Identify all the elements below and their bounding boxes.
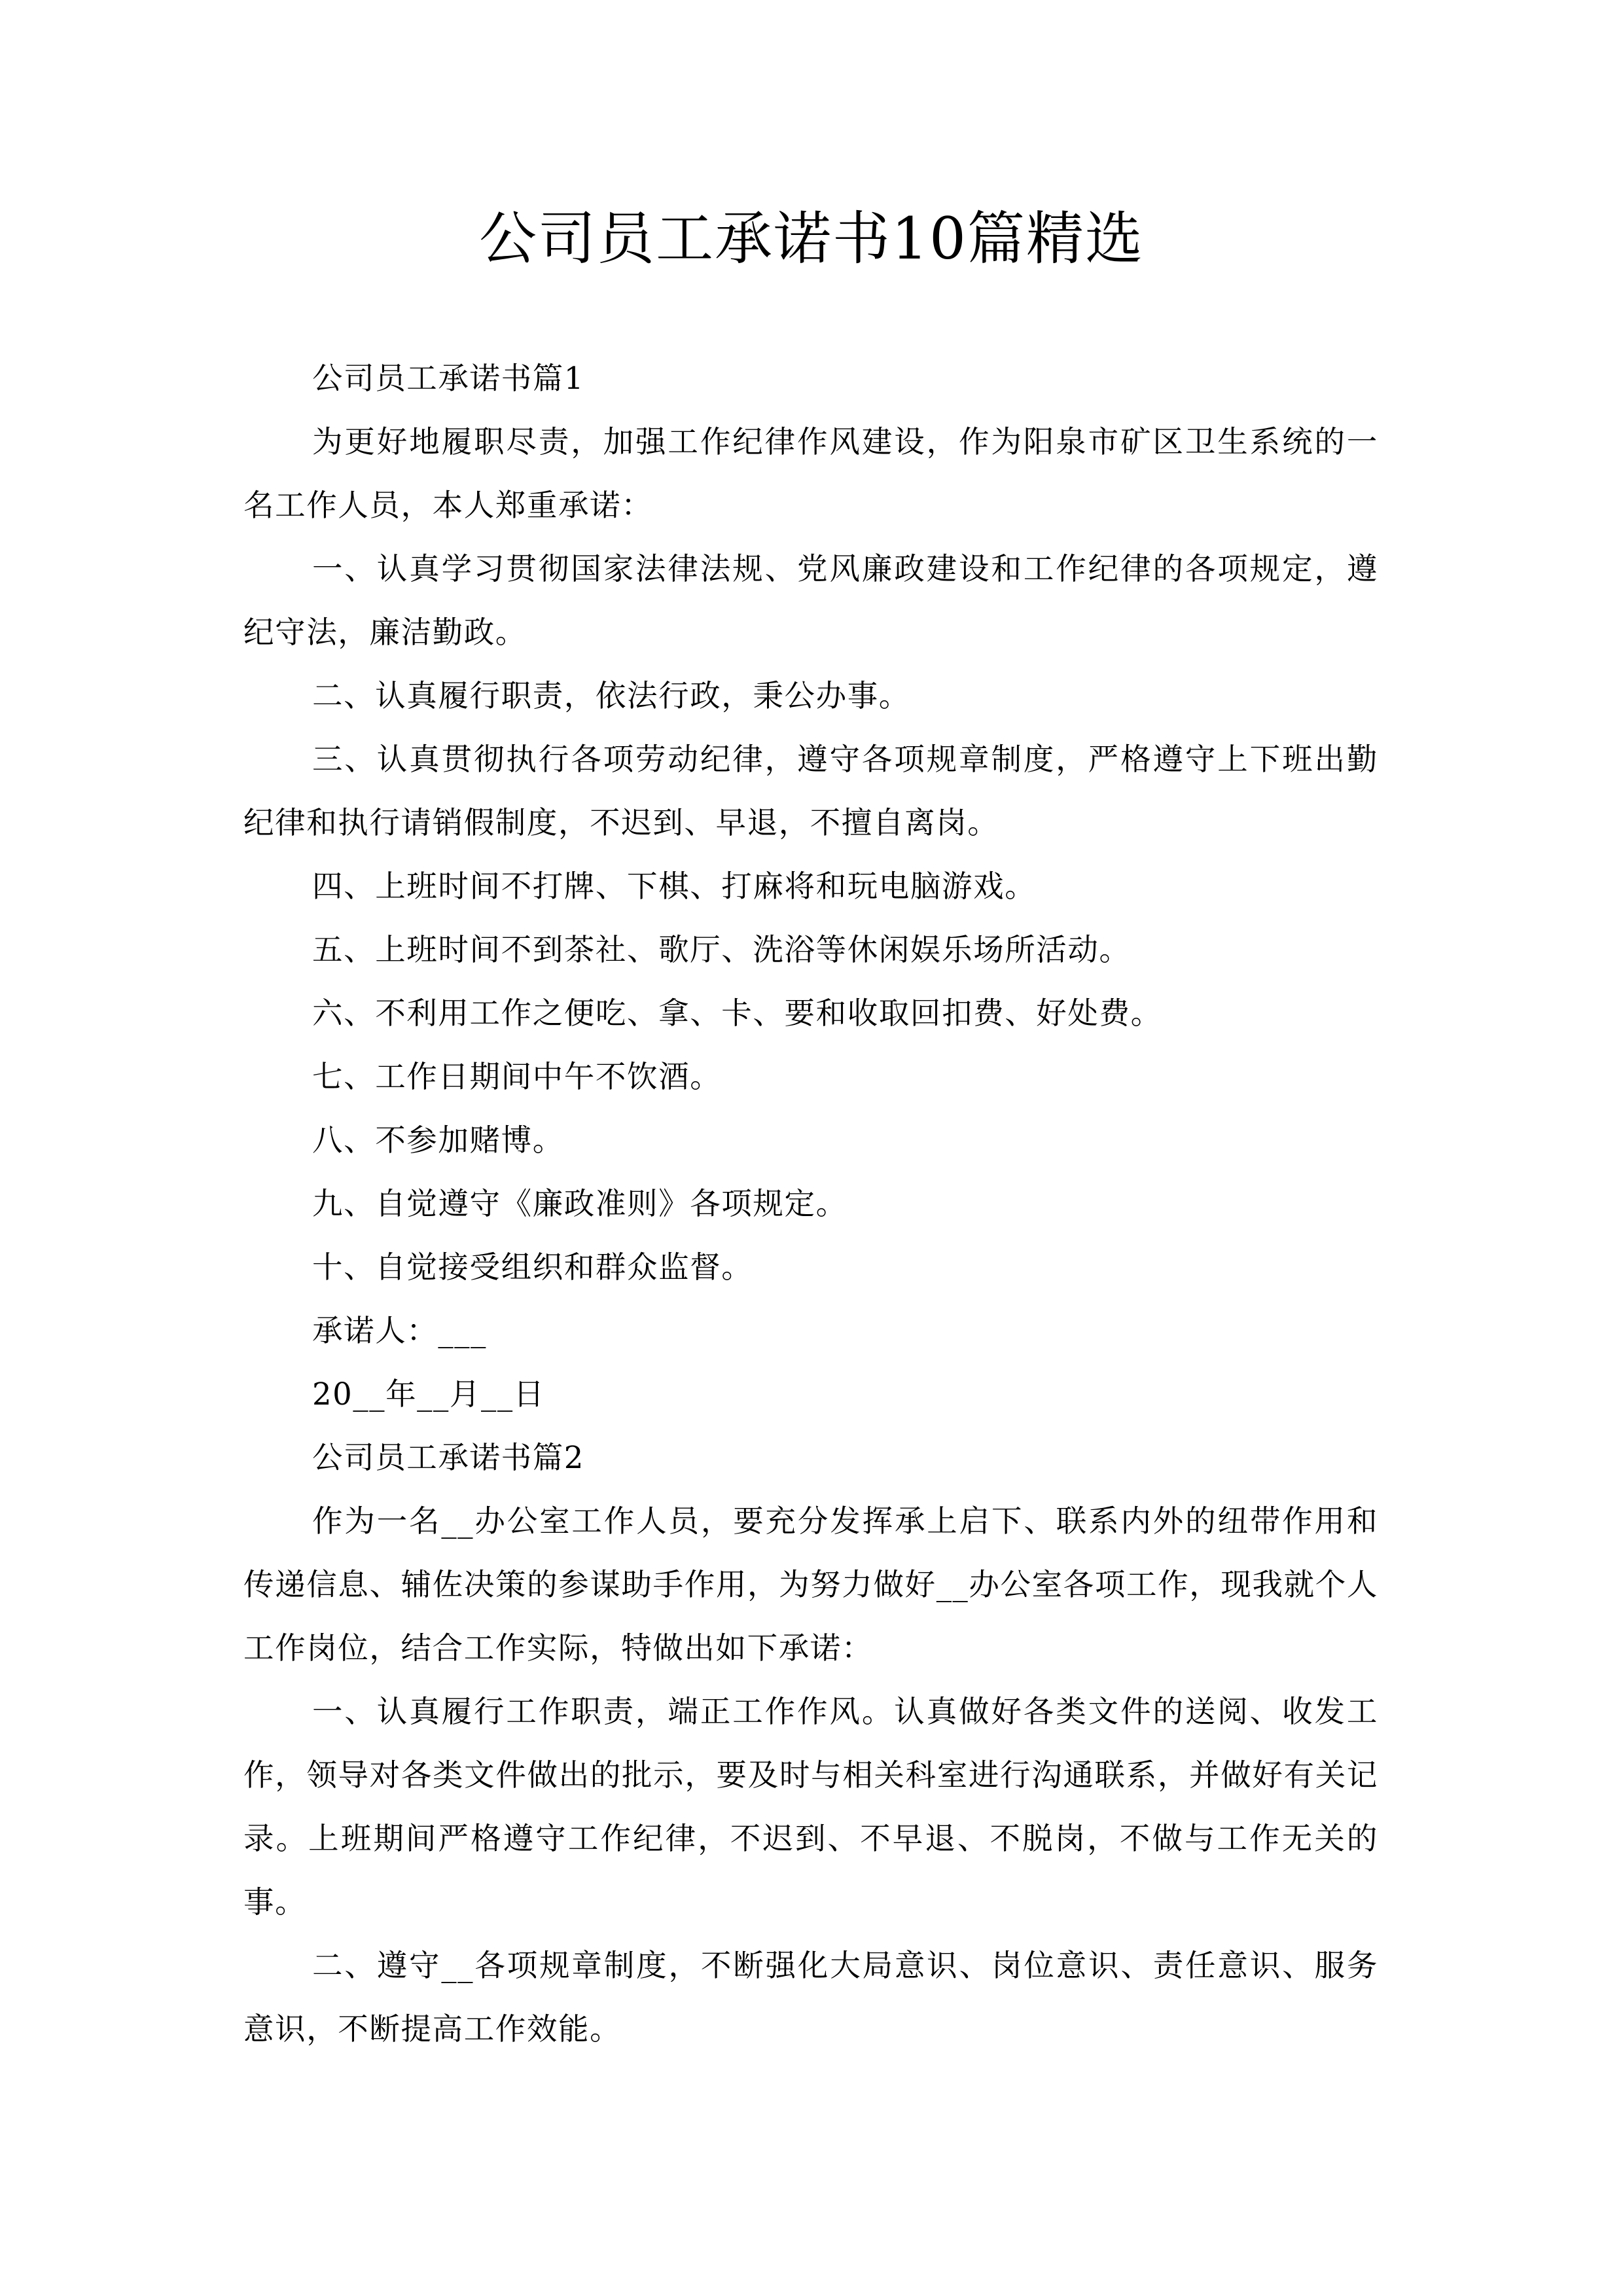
document-title: 公司员工承诺书10篇精选: [479, 205, 1144, 272]
pledge-item-9: 九、自觉遵守《廉政准则》各项规定。: [312, 1186, 847, 1221]
pledge-item-7: 七、工作日期间中午不饮酒。: [312, 1059, 722, 1094]
pledge-item-6: 六、不利用工作之便吃、拿、卡、要和收取回扣费、好处费。: [312, 996, 1162, 1031]
document-body: [243, 347, 1378, 2061]
intro-paragraph-2: 作为一名__办公室工作人员，要充分发挥承上启下、联系内外的纽带作用和传递信息、辅佐决策的参谋助手作用，为努力做好__办公室各项工作，现我就个人工作岗位，结合工作实际，特做出如下承诺：: [243, 1503, 1378, 1666]
date-line: 20__年__月__日: [312, 1376, 545, 1412]
pledge-item-2: 二、认真履行职责，依法行政，秉公办事。: [312, 678, 910, 713]
signer-line: 承诺人：___: [312, 1313, 487, 1348]
section-heading-2: 公司员工承诺书篇2: [312, 1440, 584, 1475]
pledge-item-8: 八、不参加赌博。: [312, 1122, 564, 1158]
pledge-2-item-1: 一、认真履行工作职责，端正工作作风。认真做好各类文件的送阅、收发工作，领导对各类文件做出的批示，要及时与相关科室进行沟通联系，并做好有关记录。上班期间严格遵守工作纪律，不迟到、不早退、不脱岗，不做与工作无关的事。: [243, 1694, 1378, 1920]
pledge-2-item-2: 二、遵守__各项规章制度，不断强化大局意识、岗位意识、责任意识、服务意识，不断提高工作效能。: [243, 1948, 1378, 2047]
section-heading-1: 公司员工承诺书篇1: [312, 361, 584, 396]
pledge-item-1: 一、认真学习贯彻国家法律法规、党风廉政建设和工作纪律的各项规定，遵纪守法，廉洁勤政。: [243, 551, 1378, 650]
intro-paragraph-1: 为更好地履职尽责，加强工作纪律作风建设，作为阳泉市矿区卫生系统的一名工作人员，本人郑重承诺：: [243, 424, 1378, 523]
pledge-item-5: 五、上班时间不到茶社、歌厅、洗浴等休闲娱乐场所活动。: [312, 932, 1131, 967]
pledge-item-10: 十、自觉接受组织和群众监督。: [312, 1249, 753, 1285]
pledge-item-3: 三、认真贯彻执行各项劳动纪律，遵守各项规章制度，严格遵守上下班出勤纪律和执行请销假制度，不迟到、早退，不擅自离岗。: [243, 742, 1378, 840]
pledge-item-4: 四、上班时间不打牌、下棋、打麻将和玩电脑游戏。: [312, 869, 1037, 904]
